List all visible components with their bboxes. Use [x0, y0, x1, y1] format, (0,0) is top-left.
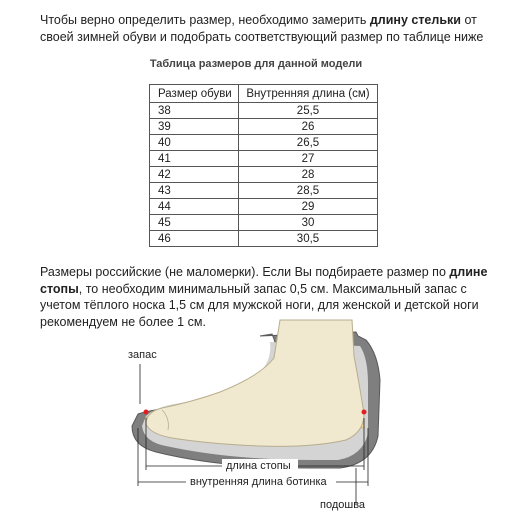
cell-size: 46: [150, 231, 239, 247]
cell-size: 39: [150, 119, 239, 135]
cell-length: 26,5: [239, 135, 378, 151]
table-header-row: [150, 85, 378, 103]
heel-marker: [362, 410, 367, 415]
cell-size: 42: [150, 167, 239, 183]
reserve-label: запас: [128, 349, 157, 361]
cell-size: 43: [150, 183, 239, 199]
note-text-2: , то необходим минимальный запас 0,5 см. Максимальный запас с учетом тёплого носка 1,5 см для мужской ноги, для женской и детской ноги рекомендуем не более 1 см.: [40, 281, 479, 329]
intro-paragraph: [40, 12, 502, 46]
table-row: [150, 231, 378, 247]
cell-size: 45: [150, 215, 239, 231]
header-length: Внутренняя длина (см): [239, 85, 378, 103]
cell-length: 30: [239, 215, 378, 231]
table-row: [150, 199, 378, 215]
size-table: [149, 84, 378, 247]
boot-diagram: [110, 318, 490, 511]
cell-length: 28,5: [239, 183, 378, 199]
foot-shape: [146, 320, 364, 446]
table-row: [150, 135, 378, 151]
cell-size: 40: [150, 135, 239, 151]
table-row: [150, 103, 378, 119]
table-row: [150, 167, 378, 183]
table-row: [150, 119, 378, 135]
table-title: Таблица размеров для данной модели: [149, 58, 363, 70]
table-row: [150, 151, 378, 167]
intro-text-1: Чтобы верно определить размер, необходимо замерить: [40, 13, 370, 27]
table-row: [150, 215, 378, 231]
foot-length-label: длина стопы: [226, 460, 291, 472]
intro-text-2: от своей зимней обуви и подобрать соответствующий размер по таблице ниже: [40, 13, 484, 44]
cell-length: 26: [239, 119, 378, 135]
cell-size: 41: [150, 151, 239, 167]
inner-length-label: внутренняя длина ботинка: [190, 476, 327, 488]
cell-length: 27: [239, 151, 378, 167]
note-text-1: Размеры российские (не маломерки). Если Вы подбираете размер по: [40, 265, 450, 279]
cell-length: 29: [239, 199, 378, 215]
sole-label: подошва: [320, 499, 366, 511]
toe-marker: [144, 410, 149, 415]
cell-size: 38: [150, 103, 239, 119]
intro-bold: длину стельки: [369, 13, 461, 27]
table-row: [150, 183, 378, 199]
cell-length: 25,5: [239, 103, 378, 119]
cell-length: 30,5: [239, 231, 378, 247]
header-size: Размер обуви: [150, 85, 239, 103]
note-bold: длине стопы: [40, 265, 488, 296]
cell-length: 28: [239, 167, 378, 183]
cell-size: 44: [150, 199, 239, 215]
